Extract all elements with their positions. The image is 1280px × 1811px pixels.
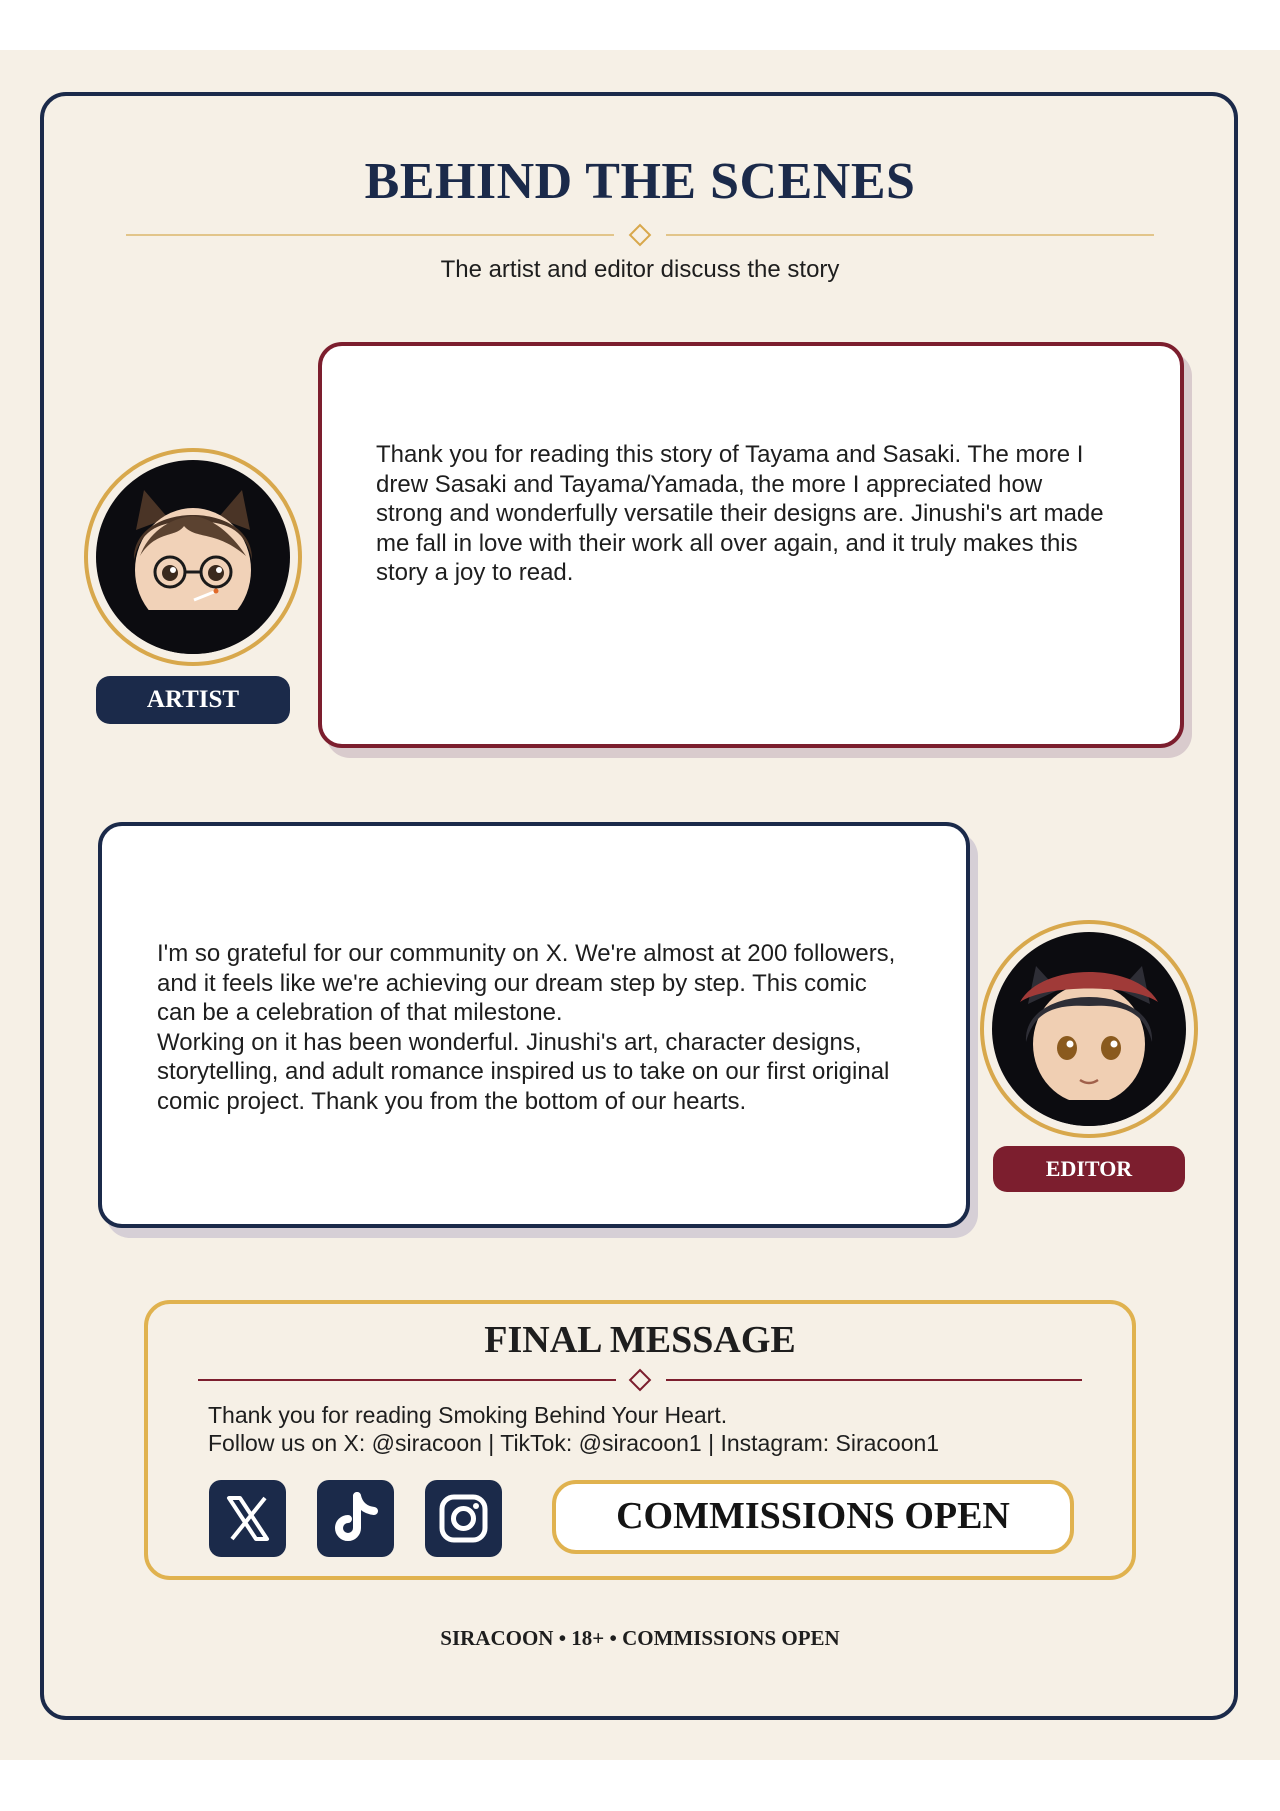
x-icon bbox=[209, 1480, 286, 1557]
editor-portrait-icon bbox=[992, 932, 1186, 1126]
final-divider-left bbox=[198, 1379, 616, 1381]
tiktok-icon bbox=[317, 1480, 394, 1557]
final-message-title: FINAL MESSAGE bbox=[484, 1319, 796, 1361]
editor-avatar bbox=[980, 920, 1198, 1138]
final-message-follow: Follow us on X: @siracoon | TikTok: @siracoon1 | Instagram: Siracoon1 bbox=[208, 1430, 940, 1456]
artist-avatar-image bbox=[96, 460, 290, 654]
page-subtitle: The artist and editor discuss the story bbox=[440, 256, 840, 283]
footer-text: SIRACOON • 18+ • COMMISSIONS OPEN bbox=[440, 1626, 840, 1650]
final-divider-right bbox=[666, 1379, 1082, 1381]
instagram-icon bbox=[425, 1480, 502, 1557]
commissions-open-button[interactable]: COMMISSIONS OPEN bbox=[552, 1480, 1074, 1554]
page-title: BEHIND THE SCENES bbox=[364, 153, 916, 210]
title-divider-right bbox=[666, 234, 1154, 236]
artist-avatar bbox=[84, 448, 302, 666]
final-message-thanks: Thank you for reading Smoking Behind Your Heart. bbox=[208, 1402, 728, 1428]
editor-avatar-image bbox=[992, 932, 1186, 1126]
editor-message-text: I'm so grateful for our community on X. We're almost at 200 followers, and it feels like we're achieving our dream step by step. This comic can be a celebration of that milestone. Working on it has been wonderful. Jinushi's art, character designs, storytelling, and adult romance inspired us to take on our first original comic project. Thank you from the bottom of our hearts. bbox=[157, 940, 896, 1115]
title-divider-left bbox=[126, 234, 614, 236]
instagram-social-button[interactable] bbox=[425, 1480, 502, 1557]
artist-portrait-icon bbox=[96, 460, 290, 654]
tiktok-social-button[interactable] bbox=[317, 1480, 394, 1557]
x-social-button[interactable] bbox=[209, 1480, 286, 1557]
artist-message-text: Thank you for reading this story of Tayama and Sasaki. The more I drew Sasaki and Tayama/Yamada, the more I appreciated how strong and wonderfully versatile their designs are. Jinushi's art made me fall in love with their work all over again, and it truly makes this story a joy to read. bbox=[376, 441, 1104, 586]
artist-role-badge: ARTIST bbox=[96, 676, 290, 724]
editor-role-badge: EDITOR bbox=[993, 1146, 1185, 1192]
